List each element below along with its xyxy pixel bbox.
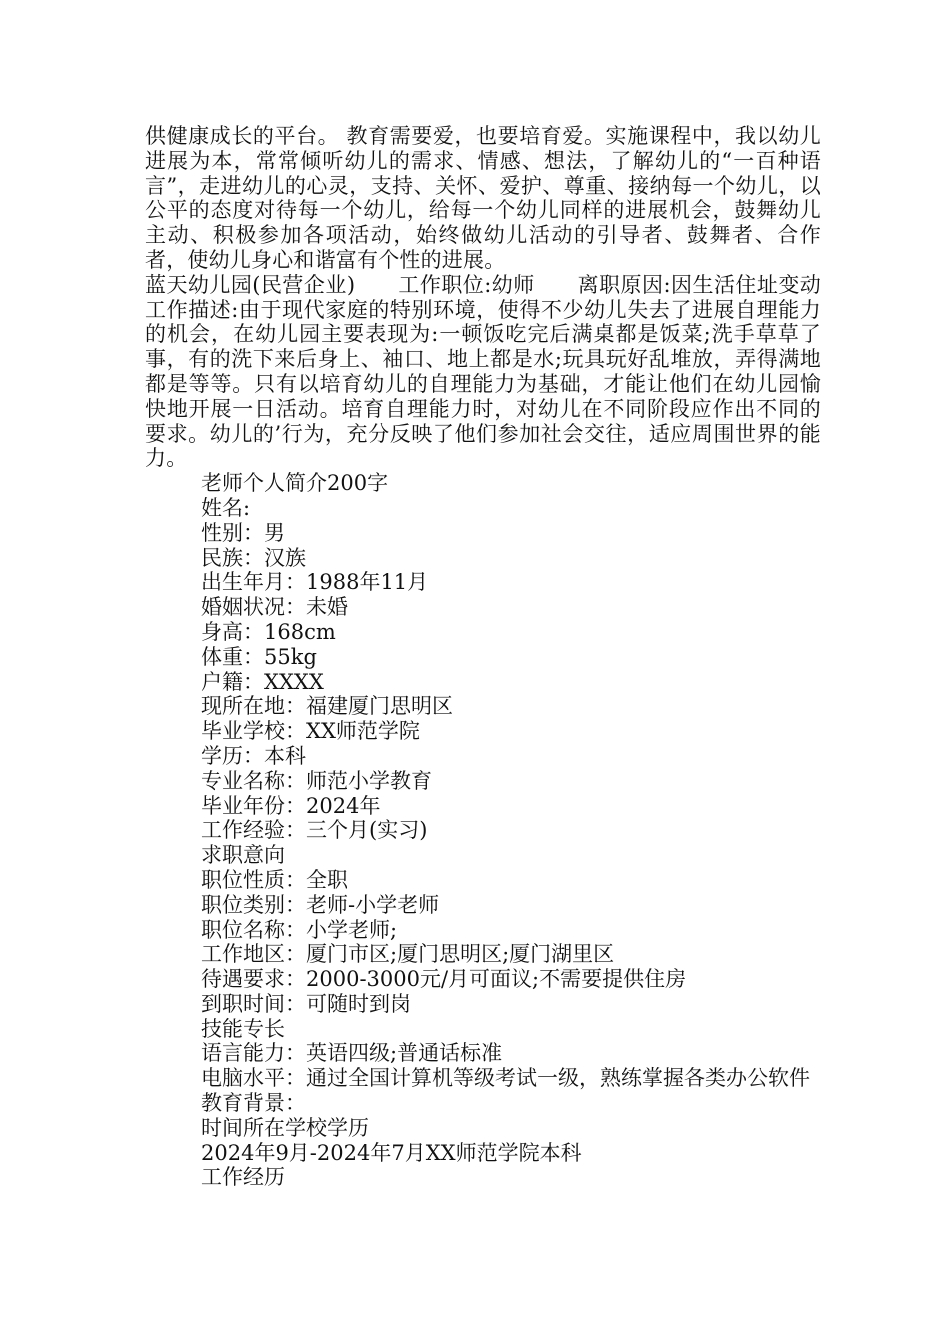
- profile-start-time: 到职时间：可随时到岗: [201, 991, 411, 1016]
- profile-birth: 出生年月：1988年11月: [201, 570, 429, 595]
- profile-job-type: 职位性质：全职: [201, 867, 348, 892]
- document-page: [145, 124, 864, 1190]
- profile-job-name: 职位名称：小学老师;: [201, 917, 398, 942]
- paragraph-teaching-philosophy: 供健康成长的平台。 教育需要爱，也要培育爱。实施课程中，我以幼儿进展为本，常常倾听幼儿的需求、情感、想法，了解幼儿的“一百种语言”，走进幼儿的心灵，支持、关怀、爱护、尊重、接纳每一个幼儿，以公平的态度对待每一个幼儿，给每一个幼儿同样的进展机会，鼓舞幼儿主动、积极参加各项活动，始终做幼儿活动的引导者、鼓舞者、合作者，使幼儿身心和谐富有个性的进展。: [145, 124, 821, 272]
- profile-computer: 电脑水平：通过全国计算机等级考试一级，熟练掌握各类办公软件: [201, 1066, 810, 1091]
- edu-background-heading: 教育背景：: [201, 1091, 306, 1116]
- profile-weight: 体重：55kg: [201, 644, 317, 669]
- intent-heading: 求职意向: [201, 843, 285, 868]
- edu-entry: 2024年9月-2024年7月XX师范学院本科: [201, 1140, 582, 1165]
- profile-gender: 性别：男: [201, 520, 285, 545]
- profile-grad-year: 毕业年份：2024年: [201, 793, 381, 818]
- profile-location: 现所在地：福建厦门思明区: [201, 694, 453, 719]
- profile-experience: 工作经验：三个月(实习): [201, 818, 428, 843]
- paragraph-work-experience: 蓝天幼儿园(民营企业) 工作职位:幼师 离职原因:因生活住址变动 工作描述:由于现代家庭的特别环境，使得不少幼儿失去了进展自理能力的机会，在幼儿园主要表现为:一顿饭吃完后满桌都是饭菜;洗手草草了事，有的洗下来后身上、袖口、地上都是水;玩具玩好乱堆放，弄得满地都是等等。只有以培育幼儿的自理能力为基础，才能让他们在幼儿园愉快地开展一日活动。培育自理能力时，对幼儿在不同阶段应作出不同的要求。幼儿的’行为，充分反映了他们参加社会交往，适应周围世界的能力。: [145, 272, 864, 471]
- work-history-heading: 工作经历: [201, 1165, 285, 1190]
- profile-school: 毕业学校：XX师范学院: [201, 719, 420, 744]
- edu-table-header: 时间所在学校学历: [201, 1115, 369, 1140]
- profile-title: 老师个人简介200字: [201, 471, 389, 496]
- profile-name: 姓名:: [201, 495, 251, 520]
- profile-major: 专业名称：师范小学教育: [201, 768, 432, 793]
- skills-heading: 技能专长: [201, 1016, 285, 1041]
- profile-education: 学历：本科: [201, 743, 306, 768]
- profile-marital: 婚姻状况：未婚: [201, 595, 348, 620]
- profile-language: 语言能力：英语四级;普通话标准: [201, 1041, 503, 1066]
- profile-ethnicity: 民族：汉族: [201, 545, 306, 570]
- profile-hukou: 户籍：XXXX: [201, 669, 324, 694]
- profile-salary: 待遇要求：2000-3000元/月可面议;不需要提供住房: [201, 967, 687, 992]
- profile-height: 身高：168cm: [201, 619, 336, 644]
- profile-work-area: 工作地区：厦门市区;厦门思明区;厦门湖里区: [201, 942, 615, 967]
- profile-job-category: 职位类别：老师-小学老师: [201, 892, 440, 917]
